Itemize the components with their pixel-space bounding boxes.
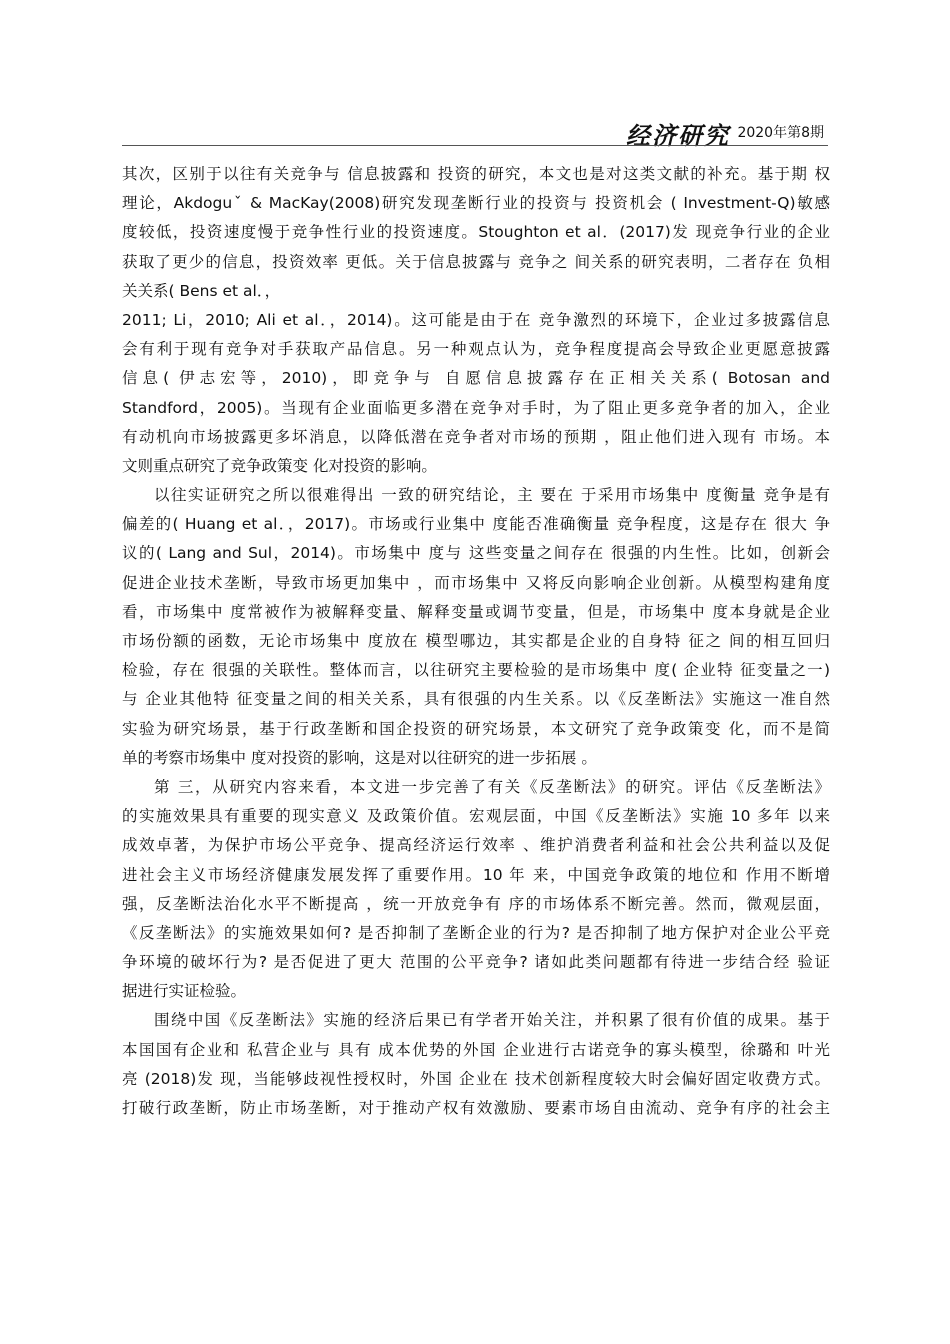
text-line: 理论，Akdoguˇ & MacKay(2008)研究发现垄断行业的投资与 投资机会 ( Investment-Q)敏感 — [122, 194, 830, 213]
body-text — [122, 160, 830, 1123]
text-line: 偏差的( Huang et al．，2017)。市场或行业集中 度能否准确衡量 竞争程度，这是存在 很大 争 — [122, 515, 830, 534]
text-line: 实验为研究场景，基于行政垄断和国企投资的研究场景，本文研究了竞争政策变 化，而不是简 — [122, 719, 830, 738]
text-line: 检验，存在 很强的关联性。整体而言，以往研究主要检验的是市场集中 度( 企业特 征变量之一) — [122, 661, 830, 680]
text-line: 进社会主义市场经济健康发展发挥了重要作用。10 年 来，中国竞争政策的地位和 作用不断增 — [122, 865, 830, 884]
text-line: 其次，区别于以往有关竞争与 信息披露和 投资的研究，本文也是对这类文献的补充。基于期 权 — [122, 165, 830, 183]
text-line: 第 三，从研究内容来看，本文进一步完善了有关《反垄断法》的研究。评估《反垄断法》 — [154, 777, 830, 796]
text-line: 单的考察市场集中 度对投资的影响，这是对以往研究的进一步拓展 。 — [122, 748, 597, 767]
text-line: 会有利于现有竞争对手获取产品信息。另一种观点认为，竞争程度提高会导致企业更愿意披露 — [122, 340, 830, 359]
text-line: 据进行实证检验。 — [122, 982, 247, 1001]
text-line: 《反垄断法》的实施效果如何? 是否抑制了垄断企业的行为? 是否抑制了地方保护对企业公平竞 — [122, 923, 830, 942]
text-line: 本国国有企业和 私营企业与 具有 成本优势的外国 企业进行古诺竞争的寡头模型，徐璐和 叶光 — [122, 1040, 830, 1059]
text-line: 度较低，投资速度慢于竞争性行业的投资速度。Stoughton et al．(2017)发 现竞争行业的企业 — [122, 223, 830, 242]
text-line: 亮 (2018)发 现，当能够歧视性授权时，外国 企业在 技术创新程度较大时会偏好固定收费方式。 — [122, 1069, 830, 1088]
text-line: 议的( Lang and Sul，2014)。市场集中 度与 这些变量之间存在 很强的内生性。比如，创新会 — [122, 544, 830, 563]
journal-logo: 经济研究 — [626, 121, 730, 150]
text-line: 关关系( Bens et al．， — [122, 281, 281, 300]
text-line: 文则重点研究了竞争政策变 化对投资的影响。 — [122, 456, 437, 475]
text-line: Standford，2005)。当现有企业面临更多潜在竞争对手时，为了阻止更多竞争者的加入，企业 — [122, 398, 830, 417]
header-rule — [122, 145, 828, 146]
text-line: 以往实证研究之所以很难得出 一致的研究结论，主 要在 于采用市场集中 度衡量 竞争是有 — [154, 486, 830, 505]
running-header — [122, 112, 828, 150]
text-line: 促进企业技术垄断，导致市场更加集中 ，而市场集中 又将反向影响企业创新。从模型构建角度 — [122, 573, 830, 592]
text-line: 与 企业其他特 征变量之间的相关关系，具有很强的内生关系。以《反垄断法》实施这一准自然 — [122, 690, 830, 709]
text-line: 成效卓著，为保护市场公平竞争、提高经济运行效率 、维护消费者利益和社会公共利益以及促 — [122, 836, 830, 855]
text-line: 市场份额的函数，无论市场集中 度放在 模型哪边，其实都是企业的自身特 征之 间的相互回归 — [122, 632, 830, 650]
text-line: 强，反垄断法治化水平不断提高 ，统一开放竞争有 序的市场体系不断完善。然而，微观层面， — [122, 894, 830, 913]
text-line: 围绕中国《反垄断法》实施的经济后果已有学者开始关注，并积累了很有价值的成果。基于 — [154, 1011, 830, 1030]
text-line: 信息( 伊志宏等，2010)，即竞争与 自愿信息披露存在正相关关系( Botosan and — [122, 369, 830, 388]
text-line: 有动机向市场披露更多坏消息，以降低潜在竞争者对市场的预期 ，阻止他们进入现有 市场。本 — [122, 427, 830, 446]
text-line: 获取了更少的信息，投资效率 更低。关于信息披露与 竞争之 间关系的研究表明，二者存在 负相 — [122, 252, 830, 271]
text-line: 的实施效果具有重要的现实意义 及政策价值。宏观层面，中国《反垄断法》实施 10 多年 以来 — [122, 807, 830, 826]
text-line: 看，市场集中 度常被作为被解释变量、解释变量或调节变量，但是，市场集中 度本身就是企业 — [122, 602, 830, 621]
issue-label: 2020年第8期 — [737, 125, 824, 141]
text-line: 争环境的破坏行为? 是否促进了更大 范围的公平竞争? 诸如此类问题都有待进一步结合经 验证 — [122, 953, 830, 972]
text-line: 打破行政垄断，防止市场垄断，对于推动产权有效激励、要素市场自由流动、竞争有序的社会主 — [122, 1099, 830, 1117]
text-line: 2011; Li，2010; Ali et al．，2014)。这可能是由于在 竞争激烈的环境下，企业过多披露信息 — [122, 310, 830, 329]
